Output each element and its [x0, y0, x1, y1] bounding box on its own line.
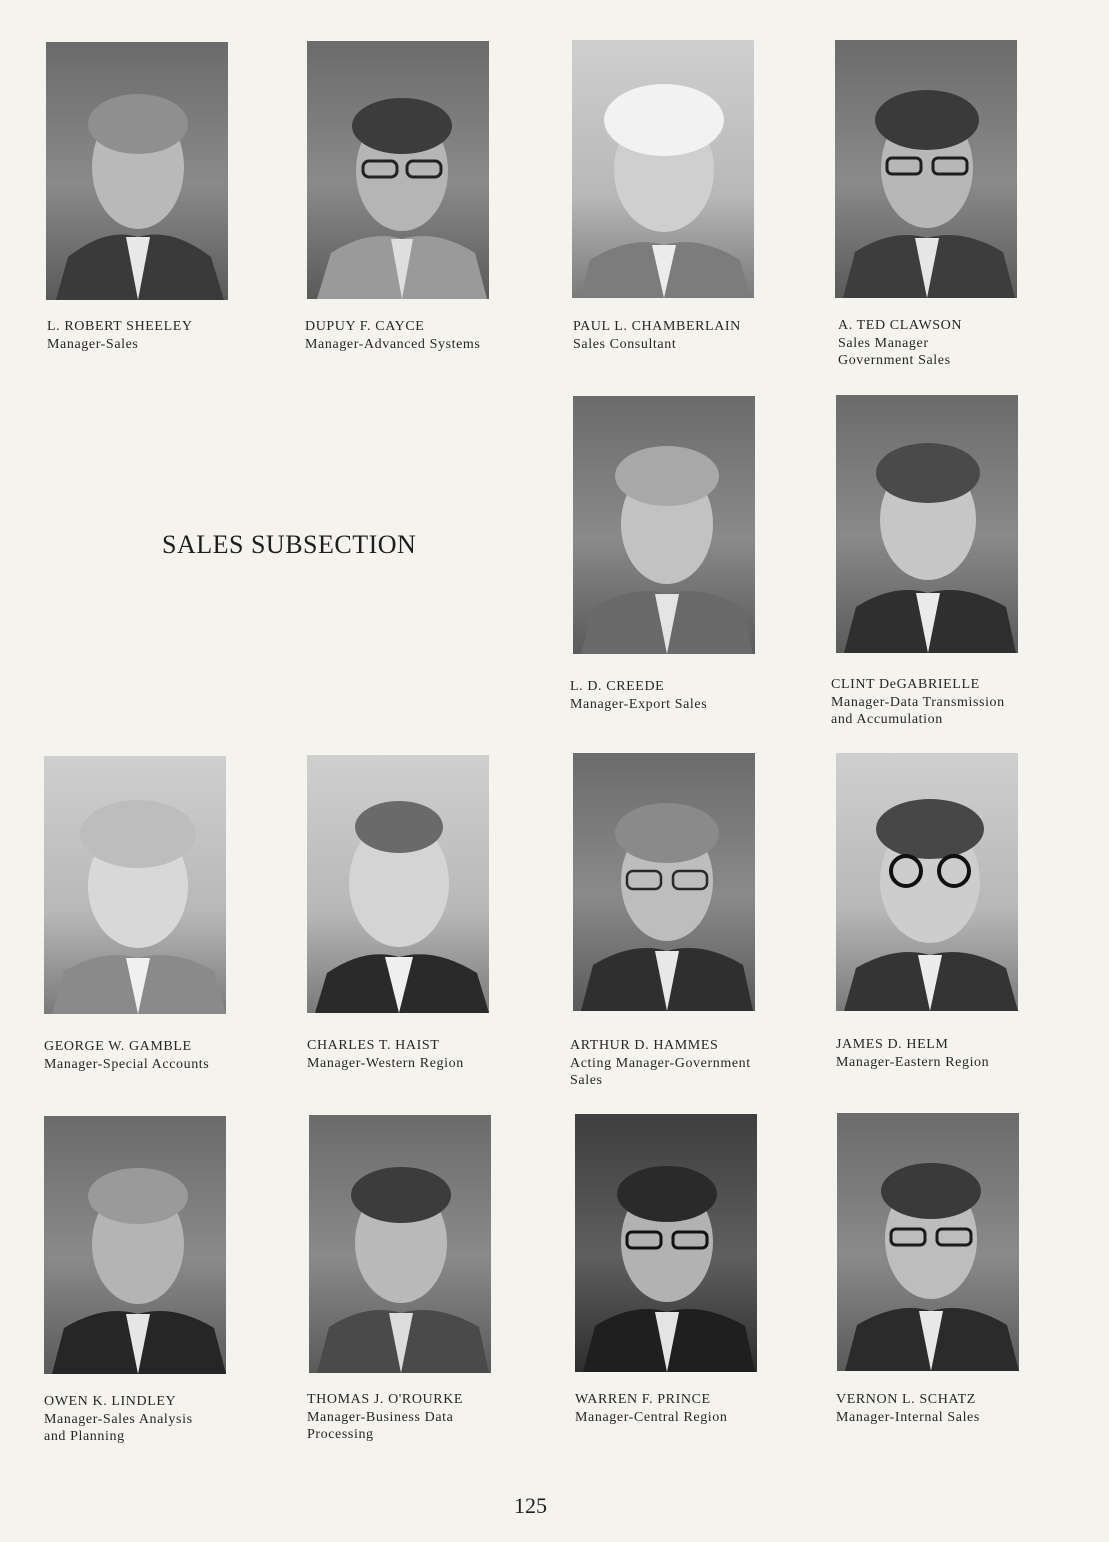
person-caption — [47, 318, 287, 353]
person-title: Manager-Central Region — [575, 1409, 728, 1425]
person-name: ARTHUR D. HAMMES — [570, 1038, 719, 1053]
portrait-photo — [836, 395, 1018, 653]
person-title: Acting Manager-Government Sales — [570, 1055, 751, 1088]
person-name: OWEN K. LINDLEY — [44, 1394, 177, 1409]
portrait-photo — [575, 1114, 757, 1372]
person-title: Manager-Advanced Systems — [305, 336, 481, 352]
person-title: Manager-Export Sales — [570, 696, 708, 712]
portrait-photo — [835, 40, 1017, 298]
portrait-photo — [46, 42, 228, 300]
person-title: Sales Consultant — [573, 336, 677, 352]
person-caption — [570, 1037, 810, 1090]
portrait-photo — [836, 753, 1018, 1011]
person-caption — [573, 318, 813, 353]
person-title: Manager-Sales — [47, 336, 139, 352]
person-caption — [575, 1391, 815, 1426]
portrait-photo — [837, 1113, 1019, 1371]
person-name: L. ROBERT SHEELEY — [47, 319, 193, 334]
person-caption — [307, 1037, 547, 1072]
person-caption — [836, 1036, 1076, 1071]
portrait-photo — [573, 753, 755, 1011]
portrait-photo — [44, 1116, 226, 1374]
person-title: Manager-Eastern Region — [836, 1054, 990, 1070]
person-title: Manager-Internal Sales — [836, 1409, 980, 1425]
portrait-photo — [307, 41, 489, 299]
person-name: CHARLES T. HAIST — [307, 1038, 440, 1053]
person-name: L. D. CREEDE — [570, 679, 665, 694]
person-title: Manager-Sales Analysis and Planning — [44, 1411, 193, 1444]
portrait-photo — [572, 40, 754, 298]
portrait-photo — [309, 1115, 491, 1373]
person-caption — [305, 318, 545, 353]
person-caption — [836, 1391, 1076, 1426]
person-title: Manager-Data Transmission and Accumulation — [831, 694, 1005, 727]
person-name: WARREN F. PRINCE — [575, 1392, 711, 1407]
portrait-photo — [307, 755, 489, 1013]
section-title: SALES SUBSECTION — [162, 530, 417, 559]
person-caption — [838, 317, 1078, 370]
person-name: A. TED CLAWSON — [838, 318, 963, 333]
person-caption — [831, 676, 1091, 729]
person-caption — [44, 1393, 284, 1446]
person-name: GEORGE W. GAMBLE — [44, 1039, 192, 1054]
person-title: Manager-Special Accounts — [44, 1056, 210, 1072]
person-name: CLINT DeGABRIELLE — [831, 677, 980, 692]
portrait-photo — [44, 756, 226, 1014]
person-title: Manager-Business Data Processing — [307, 1409, 454, 1442]
person-name: JAMES D. HELM — [836, 1037, 949, 1052]
person-caption — [44, 1038, 284, 1073]
person-title: Sales Manager Government Sales — [838, 335, 951, 368]
person-name: THOMAS J. O'ROURKE — [307, 1392, 464, 1407]
person-name: VERNON L. SCHATZ — [836, 1392, 976, 1407]
portrait-photo — [573, 396, 755, 654]
person-name: DUPUY F. CAYCE — [305, 319, 425, 334]
person-title: Manager-Western Region — [307, 1055, 464, 1071]
page-number: 125 — [514, 1493, 547, 1518]
person-caption — [570, 678, 810, 713]
person-caption — [307, 1391, 547, 1444]
person-name: PAUL L. CHAMBERLAIN — [573, 319, 741, 334]
